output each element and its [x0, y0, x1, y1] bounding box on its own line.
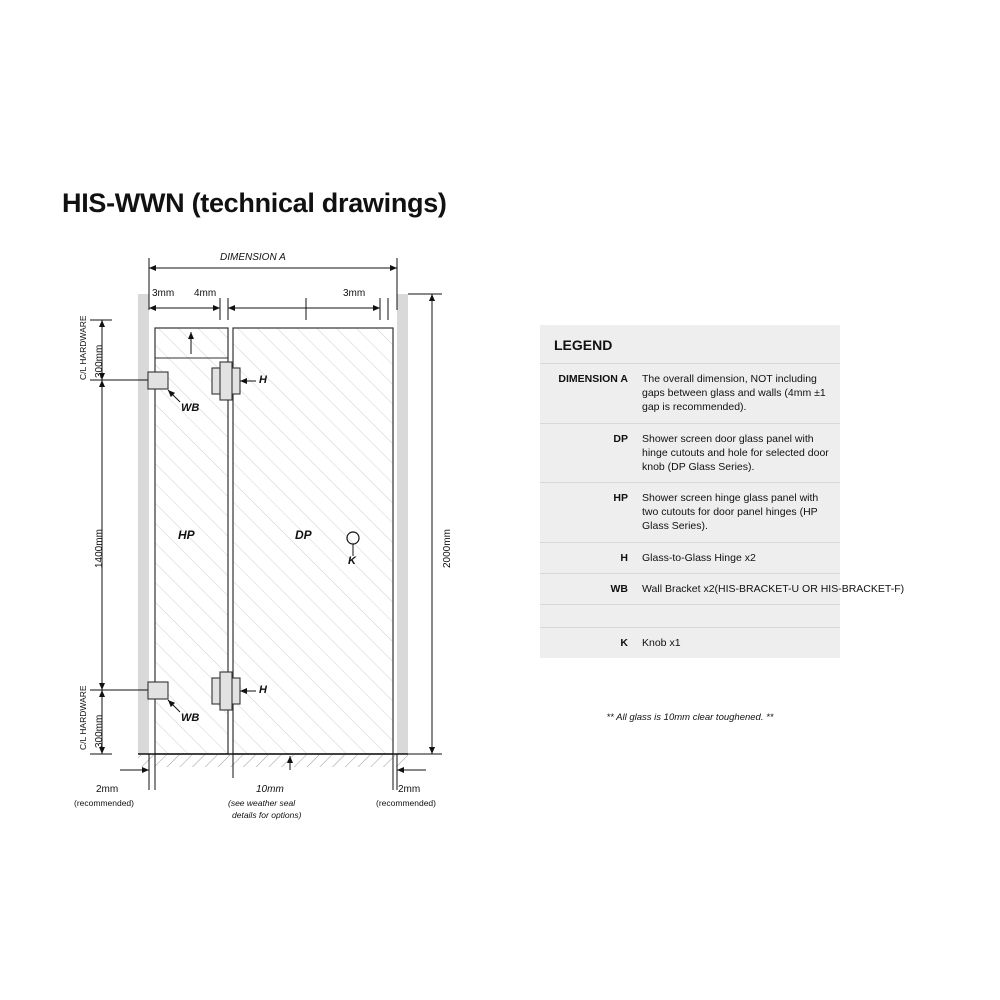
legend-key: HP — [613, 492, 628, 505]
legend-key: H — [620, 551, 628, 564]
bottom-center-note-2: details for options) — [232, 810, 302, 820]
legend-note: ** All glass is 10mm clear toughened. ** — [606, 712, 774, 723]
legend-row — [540, 483, 840, 543]
overall-height-label: 2000mm — [442, 529, 453, 568]
bottom-center-note-1: (see weather seal — [228, 798, 296, 808]
legend-title: LEGEND — [540, 325, 840, 364]
technical-drawing — [60, 250, 480, 840]
panel-dp-label: DP — [295, 528, 312, 542]
wall-right — [397, 294, 408, 754]
legend-value: The overall dimension, NOT including gaps between glass and walls (4mm ±1 gap is recommended). — [642, 373, 826, 414]
wall-bracket-bottom-shape — [148, 682, 168, 699]
bottom-right-gap-label: 2mm — [398, 784, 421, 795]
legend-key: DIMENSION A — [558, 373, 628, 385]
gap-right-wall-label: 3mm — [343, 288, 366, 299]
bottom-hardware-cl-label: C/L HARDWARE — [78, 685, 88, 750]
legend-value: Glass-to-Glass Hinge x2 — [642, 551, 756, 564]
panel-hp-label: HP — [178, 528, 195, 542]
legend-value: Shower screen hinge glass panel with two cutouts for door panel hinges (HP Glass Series). — [642, 492, 819, 533]
legend-value: Shower screen door glass panel with hinge cutouts and hole for selected door knob (DP Glass Series). — [642, 432, 829, 473]
legend-row — [540, 424, 840, 484]
legend-key: K — [620, 636, 628, 649]
top-hardware-dim-label: 300mm — [94, 344, 105, 378]
legend-row — [540, 543, 840, 574]
gap-between-panels-label: 4mm — [194, 288, 217, 299]
legend-value: Wall Bracket x2(HIS-BRACKET-U OR HIS-BRACKET-F) — [642, 582, 905, 595]
bottom-hardware-dim-label: 300mm — [94, 714, 105, 748]
legend-value-empty — [636, 605, 840, 621]
legend-row — [540, 628, 840, 658]
wall-bracket-top-shape — [148, 372, 168, 389]
legend-value: Knob x1 — [642, 636, 681, 649]
hinge-top-label: H — [259, 374, 267, 386]
wall-bracket-bottom-label: WB — [181, 712, 200, 724]
hinge-bottom-label: H — [259, 684, 267, 696]
page-title: HIS-WWN (technical drawings) — [62, 188, 447, 218]
legend-key-empty — [540, 605, 636, 621]
legend-key: DP — [613, 432, 628, 445]
wall-left — [138, 294, 149, 754]
legend-row — [540, 364, 840, 424]
dimension-a-label: DIMENSION A — [220, 252, 286, 263]
wall-bracket-top-label: WB — [181, 402, 200, 414]
legend-key: WB — [610, 582, 628, 595]
bottom-center-gap-label: 10mm — [256, 784, 284, 795]
bottom-right-gap-note: (recommended) — [376, 798, 436, 808]
middle-dim-label: 1400mm — [94, 529, 105, 568]
drawing-svg — [60, 250, 480, 840]
legend-row — [540, 574, 905, 605]
top-hardware-cl-label: C/L HARDWARE — [78, 315, 88, 380]
glass-panel-dp — [233, 328, 393, 754]
gap-left-wall-label: 3mm — [152, 288, 175, 299]
legend-row-spacer — [540, 605, 840, 628]
knob-label: K — [348, 555, 356, 567]
bottom-left-gap-label: 2mm — [96, 784, 119, 795]
legend-panel — [540, 325, 905, 658]
bottom-left-gap-note: (recommended) — [74, 798, 134, 808]
